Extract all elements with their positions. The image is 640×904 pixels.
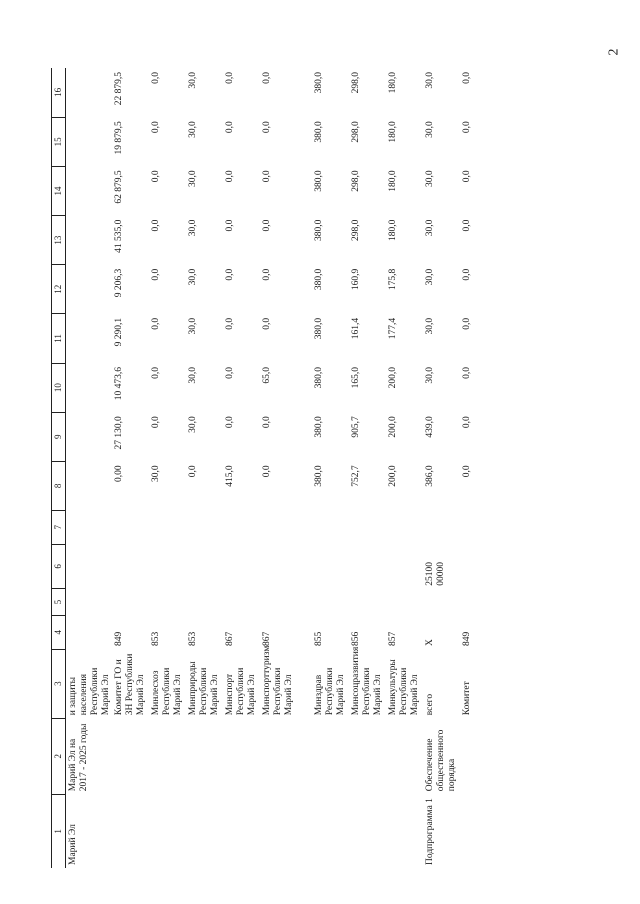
cell-c2 xyxy=(260,718,312,794)
cell-c2: Обеспечение общественного порядка xyxy=(424,729,457,792)
rotated-table-wrapper xyxy=(51,68,591,868)
value-cell: 30,0 xyxy=(150,465,161,482)
value-cell: 0,0 xyxy=(461,268,472,281)
cell-c7 xyxy=(349,511,386,545)
cell-c5 xyxy=(112,589,149,616)
cell-c1: Подпрограмма 1 xyxy=(424,798,435,865)
value-cell xyxy=(66,363,112,412)
value-cell: 0,0 xyxy=(461,219,472,232)
value-cell: 0,0 xyxy=(150,416,161,429)
cell-c6 xyxy=(386,544,423,589)
cell-c1 xyxy=(149,794,186,868)
cell-c5 xyxy=(386,589,423,616)
value-cell: 380,0 xyxy=(313,219,324,241)
budget-table xyxy=(51,68,497,868)
cell-c3: и защиты населения Республики Марий Эл xyxy=(68,667,111,716)
cell-c4: 853 xyxy=(150,631,161,647)
value-cell xyxy=(66,314,112,363)
value-cell: 0,0 xyxy=(261,317,272,330)
cell-c4: X xyxy=(424,639,435,647)
value-cell: 65,0 xyxy=(261,367,272,384)
table-row xyxy=(260,68,312,868)
cell-c1 xyxy=(312,794,349,868)
cell-c4: 867 xyxy=(261,631,272,647)
cell-c6 xyxy=(149,544,186,589)
value-cell: 0,0 xyxy=(261,121,272,134)
cell-c3: Минприроды Республики Марий Эл xyxy=(187,661,220,716)
cell-c3: Комитет ГО и ЗН Республики Марий Эл xyxy=(113,653,146,716)
cell-c6 xyxy=(312,544,349,589)
column-header: 13 xyxy=(52,216,66,265)
table-row xyxy=(66,68,112,868)
cell-c4: 849 xyxy=(461,631,472,647)
value-cell: 0,0 xyxy=(261,219,272,232)
column-header: 2 xyxy=(52,718,66,794)
header-row xyxy=(52,68,66,868)
value-cell xyxy=(66,166,112,215)
table-row xyxy=(312,68,349,868)
cell-c7 xyxy=(312,511,349,545)
value-cell: 0,0 xyxy=(150,170,161,183)
column-header: 10 xyxy=(52,363,66,412)
cell-c4: 867 xyxy=(224,631,235,647)
value-cell: 380,0 xyxy=(313,367,324,389)
cell-c1 xyxy=(186,794,223,868)
value-cell: 380,0 xyxy=(313,268,324,291)
value-cell: 30,0 xyxy=(187,121,198,138)
table-row xyxy=(149,68,186,868)
cell-c5 xyxy=(66,589,112,616)
value-cell: 0,0 xyxy=(461,317,472,330)
column-header: 7 xyxy=(52,511,66,545)
value-cell: 180,0 xyxy=(387,72,398,94)
cell-c6: 25100 00000 xyxy=(424,561,446,586)
value-cell: 30,0 xyxy=(424,72,435,89)
value-cell: 380,0 xyxy=(313,170,324,192)
cell-c7 xyxy=(260,511,312,545)
cell-c2 xyxy=(112,718,149,794)
value-cell: 30,0 xyxy=(187,219,198,237)
value-cell: 0,0 xyxy=(261,72,272,84)
cell-c5 xyxy=(149,589,186,616)
value-cell: 0,0 xyxy=(150,367,161,379)
value-cell: 30,0 xyxy=(424,170,435,188)
value-cell: 200,0 xyxy=(387,465,398,487)
value-cell xyxy=(66,461,112,510)
cell-c4 xyxy=(66,616,112,650)
column-header: 14 xyxy=(52,166,66,215)
cell-c4: 856 xyxy=(350,631,361,647)
cell-c1 xyxy=(223,794,260,868)
value-cell: 30,0 xyxy=(424,317,435,335)
cell-c4: 853 xyxy=(187,631,198,647)
cell-c1 xyxy=(260,794,312,868)
value-cell: 0,0 xyxy=(187,465,198,478)
value-cell: 30,0 xyxy=(187,72,198,89)
value-cell: 905,7 xyxy=(350,416,361,438)
cell-c5 xyxy=(349,589,386,616)
cell-c3: всего xyxy=(424,693,435,716)
value-cell: 27 130,0 xyxy=(113,416,124,450)
value-cell: 0,0 xyxy=(261,170,272,183)
table-row xyxy=(223,68,260,868)
value-cell: 30,0 xyxy=(187,170,198,188)
value-cell: 19 879,5 xyxy=(113,121,124,155)
cell-c1 xyxy=(349,794,386,868)
value-cell: 180,0 xyxy=(387,219,398,241)
value-cell: 380,0 xyxy=(313,121,324,143)
cell-c6 xyxy=(66,544,112,589)
cell-c6 xyxy=(223,544,260,589)
value-cell: 0,0 xyxy=(150,121,161,134)
column-header: 3 xyxy=(52,649,66,718)
cell-c5 xyxy=(312,589,349,616)
cell-c5 xyxy=(460,589,497,616)
value-cell: 386,0 xyxy=(424,465,435,487)
value-cell: 0,0 xyxy=(261,268,272,281)
value-cell: 752,7 xyxy=(350,465,361,487)
value-cell: 10 473,6 xyxy=(113,367,124,401)
value-cell: 298,0 xyxy=(350,219,361,241)
value-cell: 0,0 xyxy=(261,416,272,429)
value-cell: 30,0 xyxy=(424,121,435,138)
table-row xyxy=(386,68,423,868)
value-cell: 161,4 xyxy=(350,317,361,340)
column-header: 1 xyxy=(52,794,66,868)
value-cell: 30,0 xyxy=(424,268,435,286)
value-cell: 30,0 xyxy=(187,416,198,433)
column-header: 16 xyxy=(52,68,66,117)
value-cell: 0,0 xyxy=(461,170,472,183)
cell-c2 xyxy=(460,718,497,794)
cell-c4: 855 xyxy=(313,631,324,647)
value-cell: 30,0 xyxy=(424,219,435,237)
column-header: 11 xyxy=(52,314,66,363)
cell-c2 xyxy=(223,718,260,794)
value-cell: 30,0 xyxy=(424,367,435,384)
value-cell: 30,0 xyxy=(187,317,198,335)
cell-c6 xyxy=(349,544,386,589)
cell-c4: 849 xyxy=(113,631,124,647)
column-header: 5 xyxy=(52,589,66,616)
value-cell: 160,9 xyxy=(350,268,361,291)
cell-c5 xyxy=(186,589,223,616)
value-cell: 0,0 xyxy=(224,121,235,134)
table-row xyxy=(349,68,386,868)
column-header: 8 xyxy=(52,461,66,510)
cell-c7 xyxy=(149,511,186,545)
value-cell: 380,0 xyxy=(313,72,324,94)
cell-c7 xyxy=(112,511,149,545)
cell-c2 xyxy=(312,718,349,794)
value-cell: 0,0 xyxy=(224,367,235,379)
value-cell: 9 290,1 xyxy=(113,317,124,347)
cell-c2 xyxy=(386,718,423,794)
value-cell xyxy=(66,412,112,461)
cell-c7 xyxy=(66,511,112,545)
value-cell: 180,0 xyxy=(387,121,398,143)
value-cell: 30,0 xyxy=(187,268,198,286)
cell-c6 xyxy=(112,544,149,589)
value-cell: 0,0 xyxy=(224,268,235,281)
value-cell: 180,0 xyxy=(387,170,398,192)
value-cell: 0,0 xyxy=(461,465,472,478)
table-row xyxy=(112,68,149,868)
value-cell xyxy=(66,265,112,314)
value-cell xyxy=(66,117,112,166)
value-cell xyxy=(66,216,112,265)
value-cell: 298,0 xyxy=(350,170,361,192)
value-cell: 175,8 xyxy=(387,268,398,291)
value-cell: 439,0 xyxy=(424,416,435,438)
cell-c7 xyxy=(386,511,423,545)
cell-c6 xyxy=(260,544,312,589)
value-cell: 200,0 xyxy=(387,367,398,389)
cell-c5 xyxy=(423,589,460,616)
cell-c4: 857 xyxy=(387,631,398,647)
value-cell: 41 535,0 xyxy=(113,219,124,253)
value-cell: 0,0 xyxy=(150,72,161,84)
value-cell: 0,0 xyxy=(461,121,472,134)
column-header: 4 xyxy=(52,616,66,650)
value-cell: 380,0 xyxy=(313,317,324,340)
cell-c3: Комитет xyxy=(461,681,472,716)
cell-c6 xyxy=(186,544,223,589)
value-cell: 200,0 xyxy=(387,416,398,438)
value-cell xyxy=(66,68,112,117)
cell-c3: Минспорт Республики Марий Эл xyxy=(224,667,257,716)
cell-c2 xyxy=(186,718,223,794)
table-row xyxy=(460,68,497,868)
cell-c6 xyxy=(460,544,497,589)
value-cell: 0,0 xyxy=(261,465,272,478)
cell-c3: Минкультуры Республики Марий Эл xyxy=(387,659,420,716)
table-row xyxy=(186,68,223,868)
cell-c7 xyxy=(423,511,460,545)
value-cell: 298,0 xyxy=(350,121,361,143)
cell-c2 xyxy=(149,718,186,794)
cell-c7 xyxy=(460,511,497,545)
cell-c2 xyxy=(349,718,386,794)
cell-c1 xyxy=(386,794,423,868)
cell-c5 xyxy=(223,589,260,616)
cell-c1: Марий Эл xyxy=(68,824,78,865)
cell-c3: Минлесхоз Республики Марий Эл xyxy=(150,667,183,716)
cell-c3: Минздрав Республики Марий Эл xyxy=(313,667,346,716)
value-cell: 9 206,3 xyxy=(113,268,124,298)
value-cell: 62 879,5 xyxy=(113,170,124,204)
page-number: 2 xyxy=(606,48,622,56)
value-cell: 22 879,5 xyxy=(113,72,124,106)
cell-c7 xyxy=(186,511,223,545)
column-header: 9 xyxy=(52,412,66,461)
value-cell: 380,0 xyxy=(313,465,324,487)
column-header: 12 xyxy=(52,265,66,314)
value-cell: 0,0 xyxy=(150,317,161,330)
cell-c5 xyxy=(260,589,312,616)
cell-c2: Марий Эл на 2017 - 2025 годы xyxy=(68,723,89,792)
value-cell: 0,0 xyxy=(150,268,161,281)
value-cell: 0,0 xyxy=(224,416,235,429)
value-cell: 0,0 xyxy=(461,367,472,379)
value-cell: 30,0 xyxy=(187,367,198,384)
value-cell: 0,0 xyxy=(224,317,235,330)
value-cell: 0,00 xyxy=(113,465,124,482)
cell-c1 xyxy=(460,794,497,868)
cell-c3: Минсоцразвития Республики Марий Эл xyxy=(350,646,383,716)
value-cell: 0,0 xyxy=(224,219,235,232)
cell-c1 xyxy=(112,794,149,868)
value-cell: 0,0 xyxy=(224,170,235,183)
value-cell: 415,0 xyxy=(224,465,235,487)
value-cell: 298,0 xyxy=(350,72,361,94)
value-cell: 165,0 xyxy=(350,367,361,389)
table-row xyxy=(423,68,460,868)
value-cell: 177,4 xyxy=(387,317,398,340)
column-header: 15 xyxy=(52,117,66,166)
value-cell: 0,0 xyxy=(150,219,161,232)
cell-c3: Минспорттуризм Республики Марий Эл xyxy=(261,645,294,716)
value-cell: 0,0 xyxy=(461,72,472,84)
value-cell: 0,0 xyxy=(224,72,235,84)
column-header: 6 xyxy=(52,544,66,589)
value-cell: 0,0 xyxy=(461,416,472,429)
cell-c7 xyxy=(223,511,260,545)
value-cell: 380,0 xyxy=(313,416,324,438)
